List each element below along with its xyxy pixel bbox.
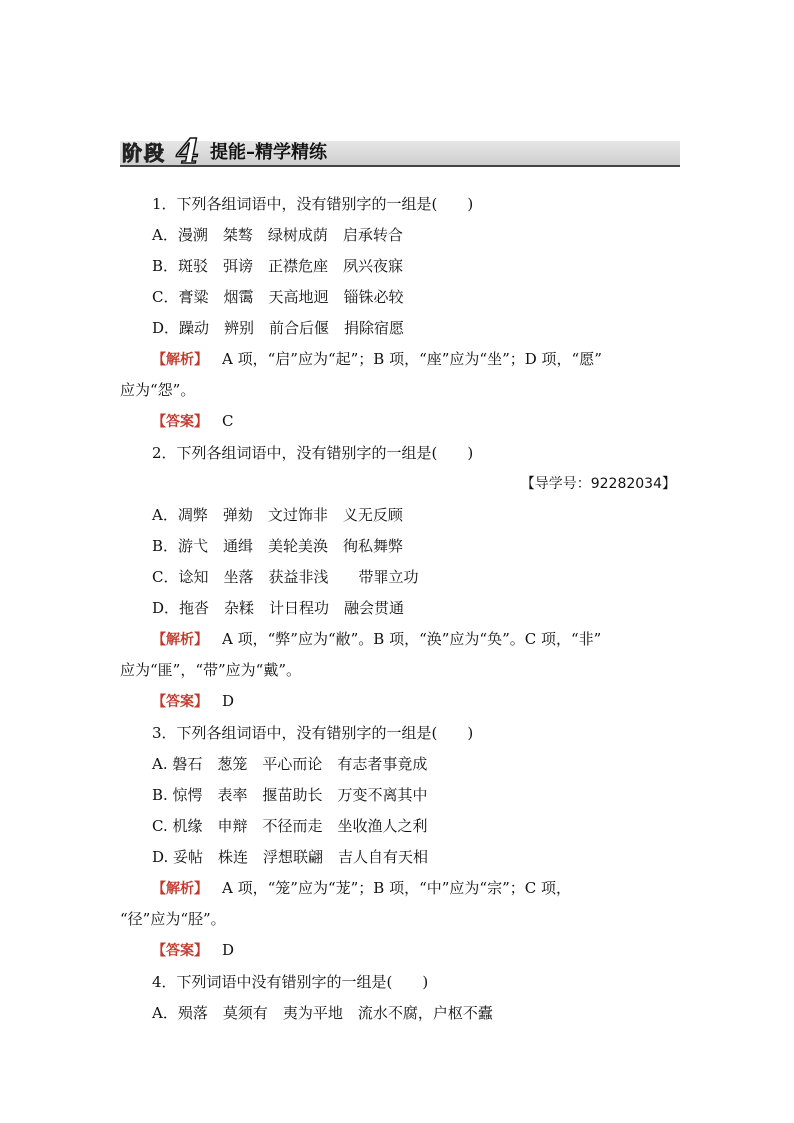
q1-option-d: D．躁动 辨别 前合后偃 捐除宿愿 bbox=[152, 319, 405, 337]
q3-analysis-cont: “径”应为“胫”。 bbox=[120, 910, 226, 928]
q3-option-b: B. 惊愕 表率 揠苗助长 万变不离其中 bbox=[152, 786, 428, 804]
banner-title: 提能–精学精练 bbox=[210, 142, 327, 163]
q1-analysis bbox=[152, 349, 602, 370]
q1-analysis-text: A 项，“启”应为“起”；B 项，“座”应为“坐”；D 项，“愿” bbox=[222, 350, 602, 368]
section-banner bbox=[120, 132, 680, 172]
banner-rule bbox=[120, 165, 680, 167]
q3-answer bbox=[152, 940, 234, 961]
q3-answer-value: D bbox=[222, 941, 235, 959]
question-2: 2．下列各组词语中，没有错别字的一组是( ) bbox=[152, 444, 474, 462]
q2-answer-value: D bbox=[222, 692, 235, 710]
answer-label: 【答案】 bbox=[152, 414, 208, 430]
q1-answer bbox=[152, 411, 233, 432]
q2-guide-number: 【导学号：92282034】 bbox=[520, 476, 676, 492]
q3-option-a: A. 磐石 葱笼 平心而论 有志者事竟成 bbox=[152, 755, 428, 773]
analysis-label: 【解析】 bbox=[152, 632, 208, 648]
q2-option-a: A．凋弊 弹劾 文过饰非 义无反顾 bbox=[152, 506, 403, 524]
banner-background bbox=[120, 141, 680, 165]
q1-option-c: C．膏粱 烟霭 天高地迥 锱铢必较 bbox=[152, 288, 404, 306]
question-4: 4．下列词语中没有错别字的一组是( ) bbox=[152, 973, 429, 991]
q2-option-b: B．游弋 通缉 美轮美涣 徇私舞弊 bbox=[152, 537, 404, 555]
analysis-label: 【解析】 bbox=[152, 352, 208, 368]
analysis-label: 【解析】 bbox=[152, 881, 208, 897]
q2-option-c: C．谂知 坐落 获益非浅 带罪立功 bbox=[152, 568, 419, 586]
q2-option-d: D．拖沓 杂糅 计日程功 融会贯通 bbox=[152, 599, 405, 617]
q4-option-a: A．殒落 莫须有 夷为平地 流水不腐，户枢不蠹 bbox=[152, 1004, 493, 1022]
q3-option-c: C. 机缘 申辩 不径而走 坐收渔人之利 bbox=[152, 817, 428, 835]
q3-option-d: D. 妥帖 株连 浮想联翩 吉人自有天相 bbox=[152, 848, 429, 866]
q2-analysis-text: A 项，“弊”应为“敝”。B 项，“涣”应为“奂”。C 项，“非” bbox=[222, 630, 602, 648]
answer-label: 【答案】 bbox=[152, 943, 208, 959]
q2-answer bbox=[152, 691, 234, 712]
q1-answer-value: C bbox=[222, 412, 234, 430]
q1-analysis-cont: 应为“怨”。 bbox=[120, 381, 196, 399]
q2-analysis-cont: 应为“匪”，“带”应为“戴”。 bbox=[120, 661, 302, 679]
q2-analysis bbox=[152, 629, 601, 650]
q3-analysis-text: A 项，“笼”应为“茏”；B 项，“中”应为“宗”；C 项， bbox=[222, 879, 571, 897]
q3-analysis bbox=[152, 878, 571, 899]
question-1: 1．下列各组词语中，没有错别字的一组是( ) bbox=[152, 195, 474, 213]
question-3: 3．下列各组词语中，没有错别字的一组是( ) bbox=[152, 724, 474, 742]
banner-stage-label: 阶段 bbox=[122, 141, 166, 165]
banner-stage-number: 4 bbox=[176, 132, 200, 172]
answer-label: 【答案】 bbox=[152, 694, 208, 710]
q1-option-b: B．斑驳 弭谤 正襟危座 夙兴夜寐 bbox=[152, 257, 404, 275]
q1-option-a: A．漫溯 桀骜 绿树成荫 启承转合 bbox=[152, 226, 403, 244]
